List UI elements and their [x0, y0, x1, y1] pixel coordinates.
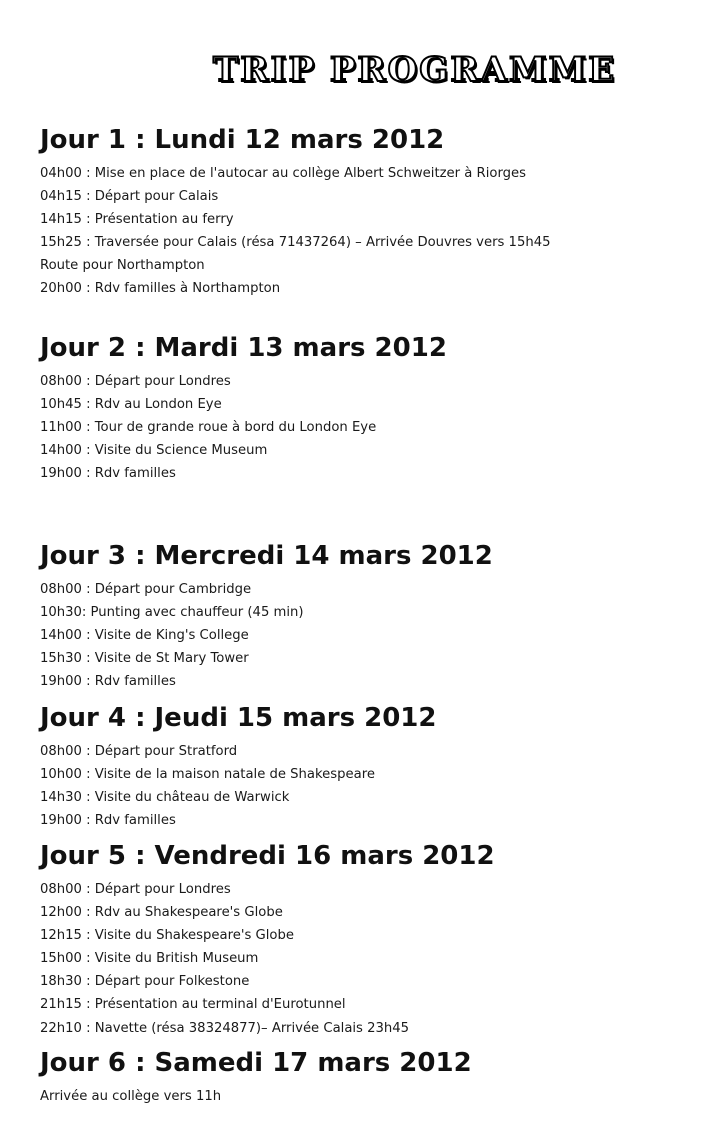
- day-heading: Jour 6 : Samedi 17 mars 2012: [40, 1048, 472, 1078]
- event-item: 08h00 : Départ pour Stratford: [40, 744, 238, 759]
- day-1-section: [40, 124, 680, 301]
- event-item: 21h15 : Présentation au terminal d'Eurotunnel: [40, 997, 346, 1013]
- event-list: [40, 162, 680, 301]
- event-item: 08h00 : Départ pour Londres: [40, 882, 231, 897]
- day-heading: Jour 1 : Lundi 12 mars 2012: [40, 125, 445, 155]
- event-item: 15h30 : Visite de St Mary Tower: [40, 651, 249, 667]
- day-6-section: [40, 1047, 680, 1108]
- event-item: 14h30 : Visite du château de Warwick: [40, 790, 290, 806]
- day-heading: Jour 5 : Vendredi 16 mars 2012: [40, 841, 495, 871]
- event-item: 19h00 : Rdv familles: [40, 466, 176, 482]
- event-item: 04h15 : Départ pour Calais: [40, 189, 219, 205]
- event-item: 19h00 : Rdv familles: [40, 813, 176, 829]
- event-item: 14h15 : Présentation au ferry: [40, 212, 234, 228]
- event-item: 10h30: Punting avec chauffeur (45 min): [40, 605, 304, 621]
- event-item: 10h00 : Visite de la maison natale de Shakespeare: [40, 767, 375, 783]
- event-item: 04h00 : Mise en place de l'autocar au collège Albert Schweitzer à Riorges: [40, 166, 526, 181]
- event-list: [40, 1085, 680, 1108]
- day-2-section: [40, 332, 680, 485]
- day-4-section: [40, 702, 680, 832]
- day-3-section: [40, 540, 680, 693]
- page-title: TRIP PROGRAMME: [213, 50, 617, 90]
- event-item: 15h25 : Traversée pour Calais (résa 71437264) – Arrivée Douvres vers 15h45: [40, 235, 551, 251]
- event-list: [40, 578, 680, 693]
- event-list: [40, 740, 680, 832]
- event-list: [40, 878, 680, 1040]
- event-item: 10h45 : Rdv au London Eye: [40, 397, 222, 413]
- day-5-section: [40, 840, 680, 1040]
- day-heading: Jour 3 : Mercredi 14 mars 2012: [40, 541, 493, 571]
- event-item: Arrivée au collège vers 11h: [40, 1089, 222, 1104]
- event-item: 12h15 : Visite du Shakespeare's Globe: [40, 928, 294, 944]
- event-item: 08h00 : Départ pour Cambridge: [40, 582, 252, 597]
- event-item: 20h00 : Rdv familles à Northampton: [40, 281, 281, 297]
- event-item: Route pour Northampton: [40, 258, 205, 274]
- event-item: 18h30 : Départ pour Folkestone: [40, 974, 250, 990]
- event-item: 22h10 : Navette (résa 38324877)– Arrivée Calais 23h45: [40, 1020, 410, 1036]
- event-item: 11h00 : Tour de grande roue à bord du London Eye: [40, 420, 377, 436]
- event-item: 12h00 : Rdv au Shakespeare's Globe: [40, 905, 283, 921]
- event-item: 08h00 : Départ pour Londres: [40, 374, 231, 389]
- event-list: [40, 370, 680, 485]
- event-item: 19h00 : Rdv familles: [40, 674, 176, 690]
- event-item: 15h00 : Visite du British Museum: [40, 951, 259, 967]
- day-heading: Jour 2 : Mardi 13 mars 2012: [40, 333, 447, 363]
- event-item: 14h00 : Visite du Science Museum: [40, 443, 268, 459]
- event-item: 14h00 : Visite de King's College: [40, 628, 249, 644]
- day-heading: Jour 4 : Jeudi 15 mars 2012: [40, 703, 437, 733]
